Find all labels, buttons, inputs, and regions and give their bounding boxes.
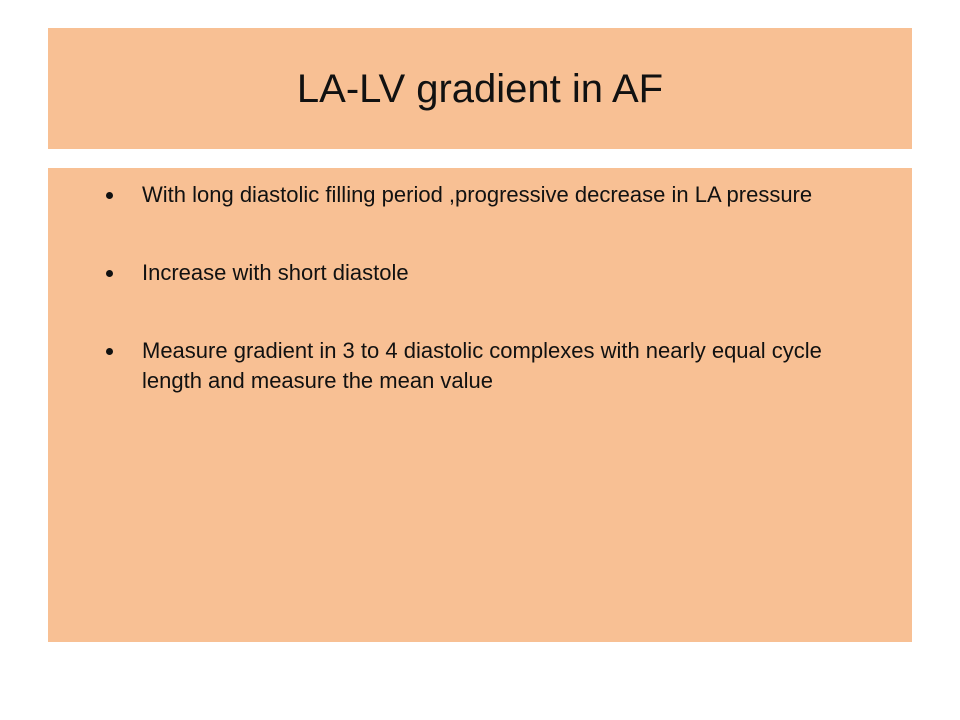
bullet-text: Measure gradient in 3 to 4 diastolic complexes with nearly equal cycle length and measure the mean value <box>142 338 822 393</box>
bullet-item <box>96 180 886 210</box>
bullet-list <box>96 180 886 444</box>
bullet-text: Increase with short diastole <box>142 260 409 285</box>
bullet-dot-icon <box>106 192 113 199</box>
bullet-item <box>96 258 886 288</box>
bullet-text: With long diastolic filling period ,progressive decrease in LA pressure <box>142 182 813 207</box>
title-panel <box>48 28 912 149</box>
slide-title: LA-LV gradient in AF <box>296 67 664 111</box>
bullet-dot-icon <box>106 270 113 277</box>
bullet-item <box>96 336 886 396</box>
content-panel <box>48 168 912 642</box>
bullet-dot-icon <box>106 348 113 355</box>
